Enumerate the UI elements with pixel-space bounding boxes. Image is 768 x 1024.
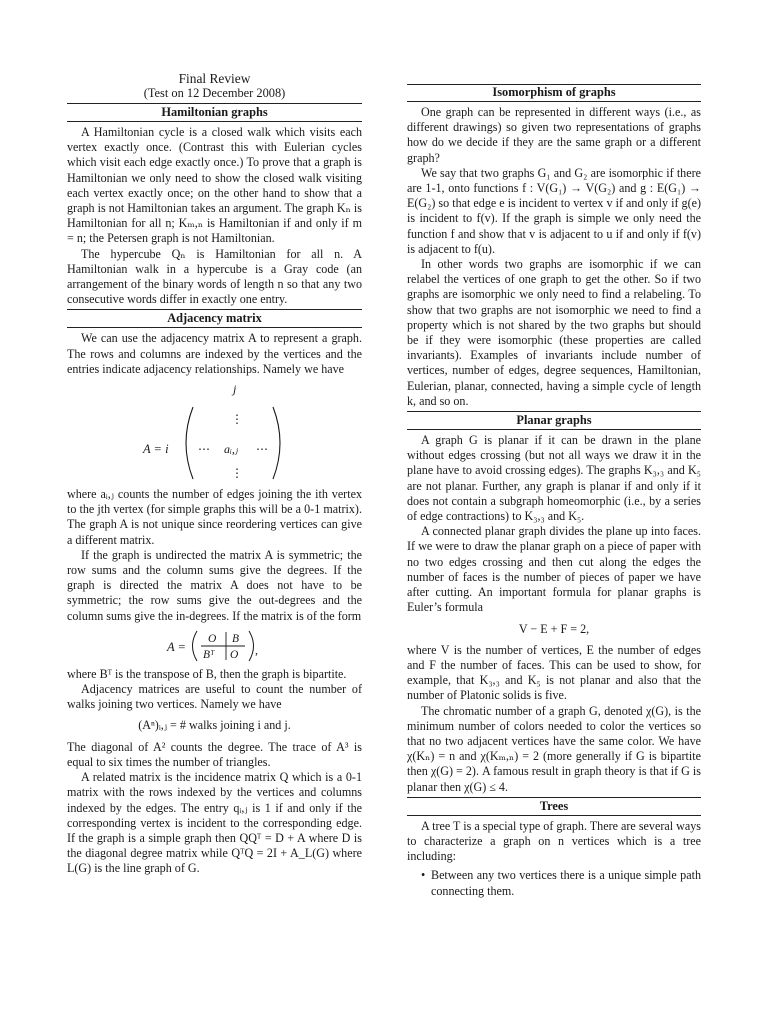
matrix-right-paren (273, 407, 280, 479)
right-column-spacer (407, 70, 701, 84)
document-title: Final Review (178, 71, 251, 86)
block-left-paren (193, 631, 198, 661)
matrix-entry: aᵢ,ⱼ (224, 442, 239, 457)
paragraph-hamiltonian-1: A Hamiltonian cycle is a closed walk which visits each vertex exactly once. (Contrast this with Eulerian cycles which visit each edge exactly once.) To prove that a graph is Hamiltonian we only need to show the closed walk visiting each vertex exactly once; on the other hand to show that a graph is not Hamiltonian takes an argument. The graph Kₙ is Hamiltonian for all n; Kₘ,ₙ is Hamiltonian if and only if m = n; the Petersen graph is not Hamiltonian. (67, 125, 362, 246)
block-top-left: O (208, 632, 217, 645)
matrix-hdots-right: ⋯ (256, 442, 268, 457)
paragraph-planar-1: A graph G is planar if it can be drawn in the plane without edges crossing (but not all ways we draw it in the plane have to avoid crossing edges). The graphs K₃,₃ and K₅ are not planar. Further, any graph is planar if and only if it does not contain a subgraph homeomorphic (i.e., by a series of edge contractions) to K₃,₃ and K₅. (407, 433, 701, 524)
section-heading-isomorphism: Isomorphism of graphs (407, 84, 701, 102)
paragraph-adjacency-7: A related matrix is the incidence matrix Q which is a 0-1 matrix with the rows indexed by the vertices and columns indexed by the edges. The entry qᵢ,ⱼ is 1 if and only if the corresponding vertex is incident to the corresponding edge. If the graph is a simple graph then QQᵀ = D + A where D is the diagonal degree matrix while QᵀQ = 2I + A_L(G) where L(G) is the line graph of G. (67, 770, 362, 876)
paragraph-trees-1: A tree T is a special type of graph. There are several ways to characterize a graph on n vertices which is a tree including: (407, 818, 701, 864)
matrix-vdots-bottom: ⋮ (231, 466, 243, 481)
paragraph-isomorphism-1: One graph can be represented in different ways (i.e., as different drawings) so given two representations of graphs how do we decide if they are the same graph or a different graph? (407, 105, 701, 165)
euler-formula: V − E + F = 2, (518, 621, 590, 636)
block-bottom-left: Bᵀ (203, 648, 215, 661)
paragraph-hamiltonian-2: The hypercube Qₙ is Hamiltonian for all n. A Hamiltonian walk in a hypercube is a Gray code (an arrangement of the binary words of length n so that any two consecutive words differ in exactly one entry. (67, 246, 362, 307)
left-column (67, 70, 362, 877)
adjacency-matrix-display (67, 381, 362, 485)
document-subtitle: (Test on 12 December 2008) (67, 86, 362, 104)
walks-formula: (Aⁿ)ᵢ,ⱼ = # walks joining i and j. (138, 718, 291, 733)
block-bottom-right: O (230, 648, 239, 661)
trees-bullet-list (407, 868, 701, 898)
block-matrix-display (67, 627, 362, 665)
section-heading-planar: Planar graphs (407, 411, 701, 430)
paragraph-adjacency-5: Adjacency matrices are useful to count the number of walks joining two vertices. Namely we have (67, 682, 362, 712)
paragraph-adjacency-3: If the graph is undirected the matrix A is symmetric; the row sums and the column sums give the degrees. If the graph is directed the matrix A does not have to be symmetric; the row sums give the out-degrees and the column sums give the in-degrees. If the matrix is of the form (67, 547, 362, 623)
matrix-left-paren (186, 407, 193, 479)
paragraph-planar-4: The chromatic number of a graph G, denoted χ(G), is the minimum number of colors needed to color the vertices so that no two adjacent vertices have the same color. We have χ(Kₙ) = n and χ(Kₘ,ₙ) = 2 (more generally if G is bipartite then χ(G) = 2). A famous result in graph theory is that if G is planar then χ(G) ≤ 4. (407, 703, 701, 794)
section-heading-hamiltonian: Hamiltonian graphs (67, 104, 362, 122)
matrix-vdots-top: ⋮ (231, 412, 243, 427)
matrix-lhs: A = i (143, 442, 169, 457)
matrix-column-label: j (233, 382, 237, 397)
block-matrix-figure (67, 627, 362, 665)
adjacency-matrix-figure (67, 381, 362, 485)
paragraph-adjacency-6: The diagonal of A² counts the degree. The trace of A³ is equal to six times the number of triangles. (67, 739, 362, 769)
block-right-paren (249, 631, 254, 661)
section-heading-adjacency: Adjacency matrix (67, 309, 362, 328)
block-matrix-lhs: A = (167, 639, 186, 654)
paragraph-isomorphism-3: In other words two graphs are isomorphic if we can relabel the vertices of one graph to get the other. So if two graphs are isomorphic we only need to find a relabeling. To show that two graphs are not isomorphic we need to find a property which is not shared by the two graphs but should be if they were isomorphic (these properties are called invariants). Examples of invariants include number of vertices, number of edges, degree sequences, Hamiltonian, Eulerian, planar, connected, having a simple cycle of length k, and so on. (407, 257, 701, 408)
paragraph-adjacency-2: where aᵢ,ⱼ counts the number of edges joining the ith vertex to the jth vertex (for simple graphs this will be a 0-1 matrix). The graph A is not unique since reordering vertices can give a different matrix. (67, 487, 362, 547)
trees-bullet-item: • Between any two vertices there is a unique simple path connecting them. (421, 868, 701, 898)
right-column (407, 70, 701, 899)
paragraph-adjacency-4: where Bᵀ is the transpose of B, then the graph is bipartite. (67, 666, 347, 681)
block-top-right: B (232, 632, 240, 645)
block-trailing-comma: , (255, 642, 258, 657)
paragraph-planar-2: A connected planar graph divides the plane up into faces. If we were to draw the planar graph on a piece of paper with no two edges crossing and then cut along the edges the number of faces is the number of pieces of paper we have after cutting. An important formula for planar graphs is Euler’s formula (407, 524, 701, 615)
matrix-hdots-left: ⋯ (198, 442, 210, 457)
paragraph-planar-3: where V is the number of vertices, E the number of edges and F the number of faces. This can be used to show, for example, that K₃,₃ and K₅ is not planar and also that the number of Platonic solids is five. (407, 642, 701, 703)
paragraph-adjacency-1: We can use the adjacency matrix A to represent a graph. The rows and columns are indexed by the vertices and the entries indicate adjacency relationships. Namely we have (67, 331, 362, 376)
paragraph-isomorphism-2: We say that two graphs G₁ and G₂ are isomorphic if there are 1-1, onto functions f : V(G₁) → V(G₂) and g : E(G₁) → E(G₂) so that edge e is incident to vertex v if and only if g(e) is incident to f(v). If the graph is simple we only need the function f and show that v is adjacent to u if and only if f(v) is adjacent to f(u). (407, 165, 701, 256)
section-heading-trees: Trees (407, 797, 701, 816)
